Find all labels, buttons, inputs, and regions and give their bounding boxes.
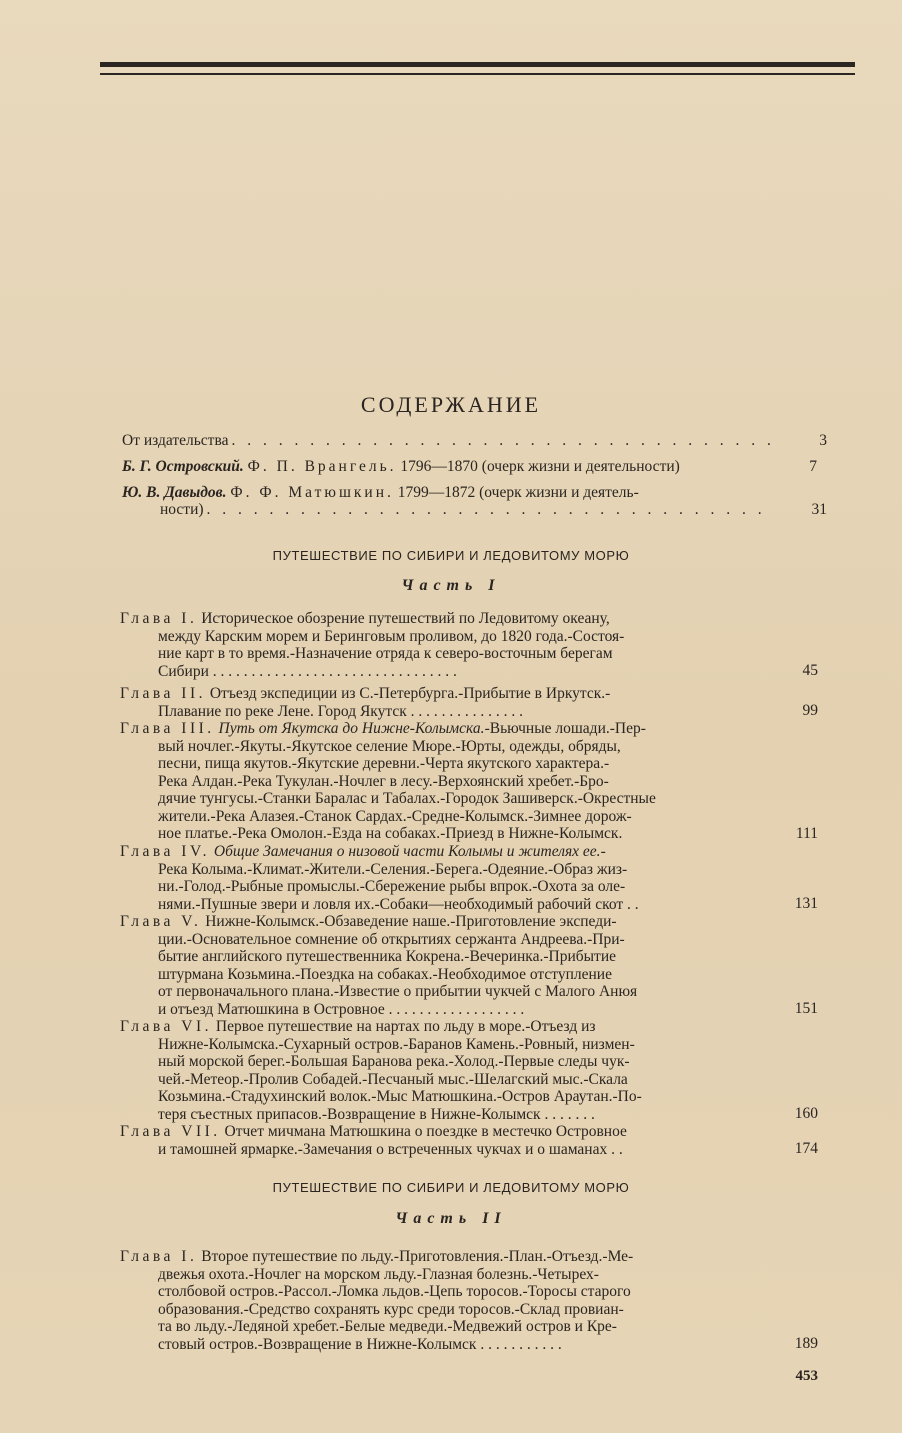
chapter-line: образования.-Средство сохранять курс среди торосов.-Склад провиан- [158,1300,624,1318]
entry-text-continued: ности) [160,501,204,518]
chapter-line: песни, пища якутов.-Якутские деревни.-Черта якутского характера.- [158,755,610,772]
chapter-entry-2-1[interactable] [120,1248,770,1353]
chapter-line: Нижне-Колымска.-Сухарный остров.-Баранов Камень.-Ровный, низмен- [158,1035,635,1053]
page-number: 131 [794,895,818,912]
chapter-entry-1-4[interactable] [120,843,770,913]
page-number: 3 [819,432,827,449]
chapter-line: Отъезд экспедиции из С.-Петербурга.-Прибытие в Иркутск.- [209,685,611,702]
chapter-line: бытие английского путешественника Кокрена.-Вечеринка.-Прибытие [158,948,616,965]
front-entry-matyushkin[interactable] [122,484,827,518]
part-heading-2: Часть II [395,1210,507,1227]
chapter-line: и отъезд Матюшкина в Островное . . . . . . . . . . . . . . . . . . [158,1000,525,1018]
chapter-line: Историческое обозрение путешествий по Ледовитому океану, [201,610,610,627]
chapter-label: Глава I. [120,610,198,627]
chapter-entry-1-2[interactable] [120,685,770,720]
chapter-line: жители.-Река Алазея.-Станок Сардах.-Средне-Колымск.-Зимнее дорож- [158,807,632,825]
chapter-label: Глава I. [120,1248,198,1265]
chapter-line: ное платье.-Река Омолон.-Езда на собаках.-Приезд в Нижне-Колымск. [158,825,623,842]
chapter-line: чей.-Метеор.-Пролив Собадей.-Песчаный мыс.-Шелагский мыс.-Скала [158,1070,628,1088]
chapter-line: Река Алдан.-Река Тукулан.-Ночлег в лесу.-Верхоянский хребет.-Бро- [158,772,609,790]
chapter-label: Глава IV. [120,843,211,860]
chapter-line: ни.-Голод.-Рыбные промыслы.-Сбережение рыбы впрок.-Охота за оле- [158,878,626,895]
part-heading-1: Часть I [401,577,501,594]
page-number: 31 [811,501,827,518]
chapter-line: ный морской берег.-Большая Баранова река.-Холод.-Первые следы чук- [158,1053,630,1070]
chapter-line: столбовой остров.-Рассол.-Ломка льдов.-Цепь торосов.-Торосы старого [158,1283,631,1300]
page-number: 111 [795,825,818,842]
chapter-entry-1-1[interactable] [120,610,770,680]
entry-subject: Ф. Ф. Матюшкин. [230,484,394,501]
chapter-line: -Вьючные лошади.-Пер- [484,720,646,737]
page-number: 45 [802,662,818,679]
chapter-line: и тамошней ярмарке.-Замечания о встреченных чукчах и о шаманах . . [158,1140,623,1158]
header-rule-thick [100,62,855,67]
chapter-label: Глава V. [120,913,202,930]
page-number: 189 [794,1335,818,1352]
chapter-line: та во льду.-Ледяной хребет.-Белые медведи.-Медвежий остров и Кре- [158,1318,617,1335]
section-heading-1: ПУТЕШЕСТВИЕ ПО СИБИРИ И ЛЕДОВИТОМУ МОРЮ [272,548,630,563]
chapter-label: Глава II. [120,685,206,702]
chapter-label: Глава III. [120,720,215,737]
chapter-line: Отчет мичмана Матюшкина о поездке в местечко Островное [224,1123,627,1140]
chapter-line: Второе путешествие по льду.-Приготовления.-План.-Отъезд.-Ме- [201,1248,634,1265]
section-heading-2: ПУТЕШЕСТВИЕ ПО СИБИРИ И ЛЕДОВИТОМУ МОРЮ [272,1180,630,1195]
front-entry-publisher[interactable] [122,432,827,449]
chapter-line: теря съестных припасов.-Возвращение в Нижне-Колымск . . . . . . . [158,1105,595,1123]
chapter-line: дячие тунгусы.-Станки Баралас и Табалах.-Городок Зашиверск.-Окрестные [158,790,656,807]
chapter-line: Плавание по реке Лене. Город Якутск . . . . . . . . . . . . . . . [158,702,523,720]
chapter-line: между Карским морем и Беринговым проливом, до 1820 года.-Состоя- [158,627,625,645]
entry-author: Б. Г. Островский. [122,458,244,475]
chapter-label: Глава VII. [120,1123,221,1140]
chapter-line: стовый остров.-Возвращение в Нижне-Колымск . . . . . . . . . . . [158,1335,562,1353]
chapter-line: - [600,843,606,860]
entry-text: 1799—1872 (очерк жизни и деятель- [397,484,639,501]
chapter-italic-title: Путь от Якутска до Нижне-Колымска. [218,720,485,737]
chapter-line: Нижне-Колымск.-Обзаведение наше.-Приготовление экспеди- [205,913,617,930]
contents-title: СОДЕРЖАНИЕ [360,392,542,417]
chapter-line: ции.-Основательное сомнение об открытиях сержанта Андреева.-При- [158,930,625,948]
page-number: 7 [809,458,817,475]
chapter-line: от первоначального плана.-Известие о прибытии чукчей с Малого Анюя [158,983,638,1000]
chapter-line: Река Колыма.-Климат.-Жители.-Селения.-Берега.-Одеяние.-Образ жиз- [158,860,628,878]
page-number: 151 [794,1000,818,1017]
chapter-line: ние карт в то время.-Назначение отряда к северо-восточным берегам [158,645,613,662]
folio-page-number: 453 [795,1368,818,1384]
entry-author: Ю. В. Давыдов. [122,484,227,501]
entry-text: От издательства [122,432,229,449]
entry-text: 1796—1870 (очерк жизни и деятельности) [400,458,680,475]
leader-dots [231,432,772,449]
page-number: 160 [794,1105,818,1122]
entry-subject: Ф. П. Врангель. [247,458,397,475]
chapter-entry-1-3[interactable] [120,720,770,843]
chapter-line: двежья охота.-Ночлег на морском льду.-Глазная болезнь.-Четырех- [158,1265,599,1283]
page-number: 174 [794,1140,818,1157]
chapter-line: Первое путешествие на нартах по льду в море.-Отъезд из [215,1018,596,1035]
chapter-line: нями.-Пушные звери и ловля их.-Собаки—необходимый рабочий скот . . [158,895,639,913]
leader-dots [207,501,772,518]
chapter-line: Козьмина.-Стадухинский волок.-Мыс Матюшкина.-Остров Араутан.-По- [158,1088,642,1105]
page-number: 99 [802,702,818,719]
chapter-line: Сибири . . . . . . . . . . . . . . . . . . . . . . . . . . . . . . . . [158,662,457,680]
chapter-italic-title: Общие Замечания о низовой части Колымы и жителях ее. [213,843,601,860]
chapter-line: штурмана Козьмина.-Поездка на собаках.-Необходимое отступление [158,965,612,983]
front-entry-wrangel[interactable] [122,458,827,475]
chapter-entry-1-6[interactable] [120,1018,770,1123]
chapter-label: Глава VI. [120,1018,213,1035]
chapter-line: вый ночлег.-Якуты.-Якутское селение Мюре.-Юрты, одежды, обряды, [158,737,621,755]
chapter-entry-1-7[interactable] [120,1123,770,1158]
header-rule-thin [100,73,855,75]
chapter-entry-1-5[interactable] [120,913,770,1018]
